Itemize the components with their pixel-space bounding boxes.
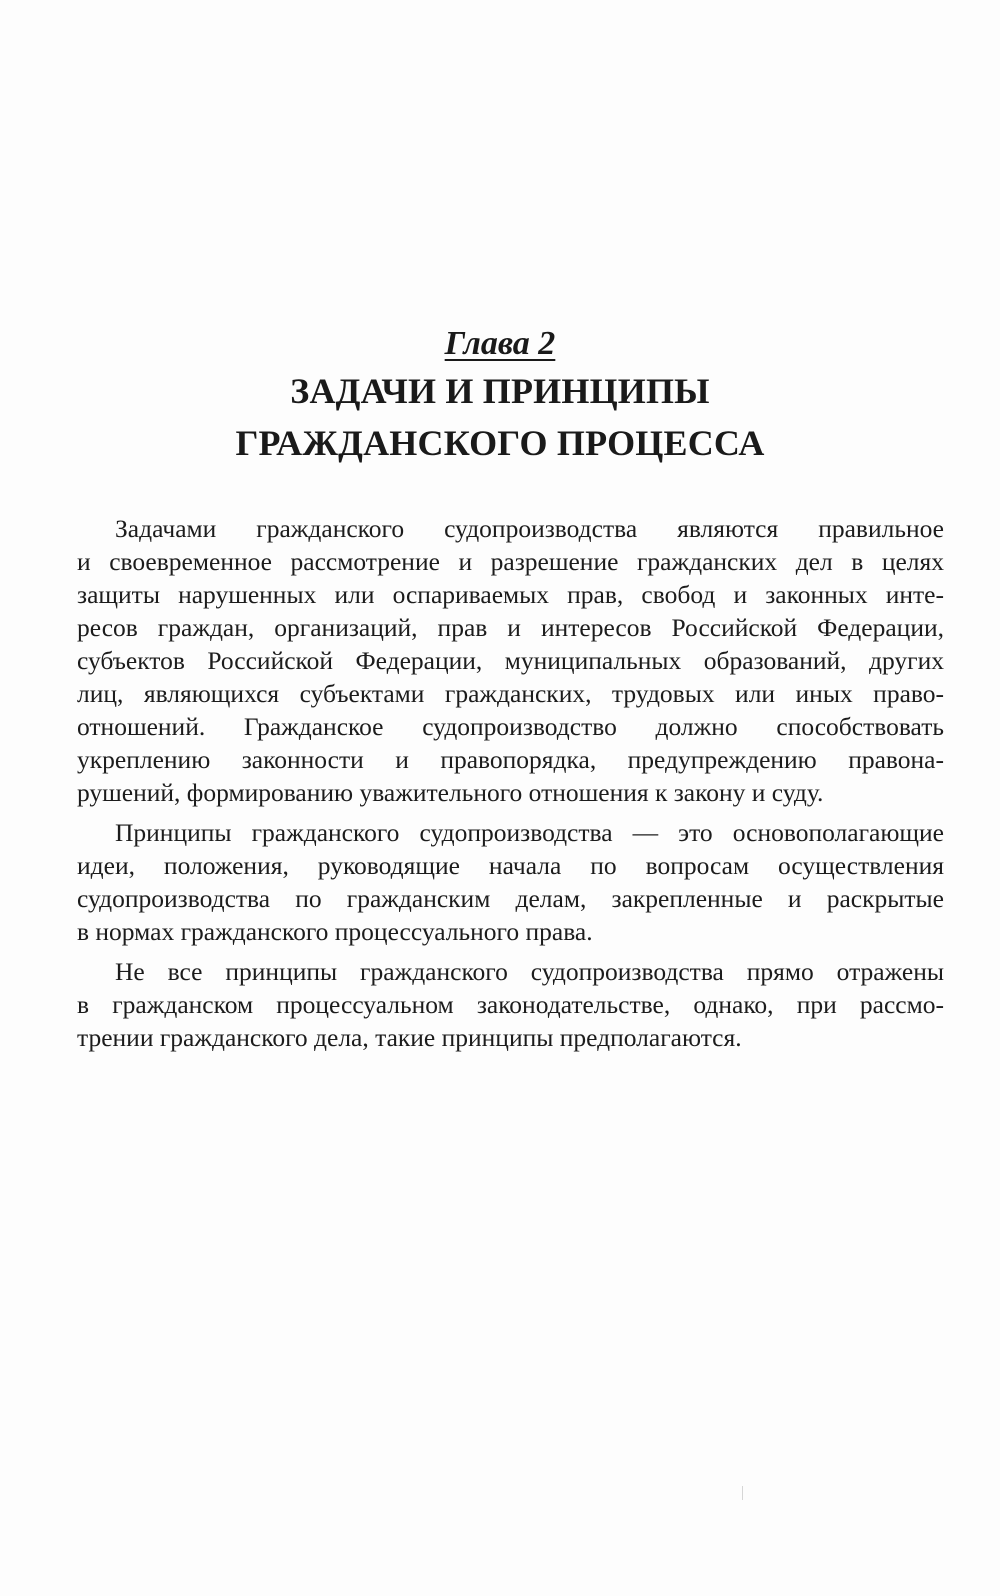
paragraph-principles-definition bbox=[77, 816, 944, 948]
text-line: идеи, положения, руководящие начала по вопросам осуществления bbox=[77, 851, 944, 880]
text-line: защиты нарушенных или оспариваемых прав, свобод и законных инте- bbox=[77, 580, 944, 609]
chapter-title-line-2: ГРАЖДАНСКОГО ПРОЦЕССА bbox=[235, 423, 765, 463]
paragraph-tasks bbox=[77, 512, 944, 809]
text-line: в нормах гражданского процессуального права. bbox=[77, 917, 593, 946]
text-line: и своевременное рассмотрение и разрешение гражданских дел в целях bbox=[77, 547, 944, 576]
text-line: Не все принципы гражданского судопроизводства прямо отражены bbox=[115, 957, 944, 986]
chapter-label-text: Глава 2 bbox=[444, 325, 556, 362]
paper-speck bbox=[742, 1486, 743, 1500]
text-line: отношений. Гражданское судопроизводство должно способствовать bbox=[77, 712, 944, 741]
text-line: рушений, формированию уважительного отношения к закону и суду. bbox=[77, 778, 824, 807]
text-line: судопроизводства по гражданским делам, закрепленные и раскрытые bbox=[77, 884, 944, 913]
chapter-label bbox=[0, 322, 1000, 366]
text-line: в гражданском процессуальном законодательстве, однако, при рассмо- bbox=[77, 990, 944, 1019]
text-line: субъектов Российской Федерации, муниципальных образований, других bbox=[77, 646, 944, 675]
paragraph-principles-implied bbox=[77, 955, 944, 1054]
chapter-title-line-1: ЗАДАЧИ И ПРИНЦИПЫ bbox=[290, 371, 710, 411]
text-line: Задачами гражданского судопроизводства являются правильное bbox=[115, 514, 944, 543]
chapter-body bbox=[77, 512, 944, 1061]
text-line: лиц, являющихся субъектами гражданских, трудовых или иных право- bbox=[77, 679, 944, 708]
chapter-title bbox=[0, 365, 1000, 469]
text-line: укреплению законности и правопорядка, предупреждению правона- bbox=[77, 745, 944, 774]
text-line: трении гражданского дела, такие принципы предполагаются. bbox=[77, 1023, 742, 1052]
text-line: ресов граждан, организаций, прав и интересов Российской Федерации, bbox=[77, 613, 944, 642]
text-line: Принципы гражданского судопроизводства — это основополагающие bbox=[115, 818, 944, 847]
